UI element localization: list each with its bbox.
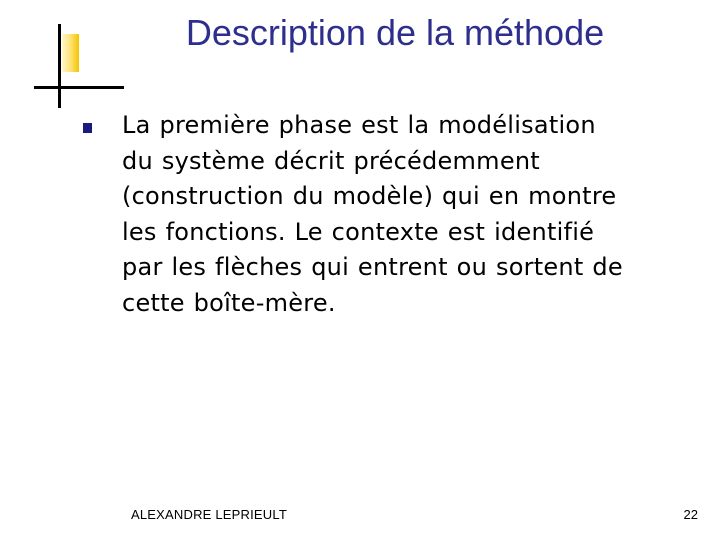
bullet-line: cette boîte-mère. xyxy=(122,288,336,317)
decorative-horizontal-line xyxy=(34,86,124,89)
slide-title: Description de la méthode xyxy=(185,12,605,53)
decorative-gold-bar xyxy=(62,34,79,72)
bullet-line: du système décrit précédemment xyxy=(122,146,540,175)
footer-author: ALEXANDRE LEPRIEULT xyxy=(131,507,287,522)
page-number: 22 xyxy=(683,507,698,522)
square-bullet-icon xyxy=(83,123,92,133)
bullet-paragraph xyxy=(122,108,702,321)
bullet-line: La première phase est la modélisation xyxy=(122,111,596,139)
decorative-vertical-line xyxy=(58,24,61,108)
bullet-line: par les flèches qui entrent ou sortent de xyxy=(122,253,623,281)
bullet-line: (construction du modèle) qui en montre xyxy=(122,182,617,210)
bullet-line: les fonctions. Le contexte est identifié xyxy=(122,217,595,246)
